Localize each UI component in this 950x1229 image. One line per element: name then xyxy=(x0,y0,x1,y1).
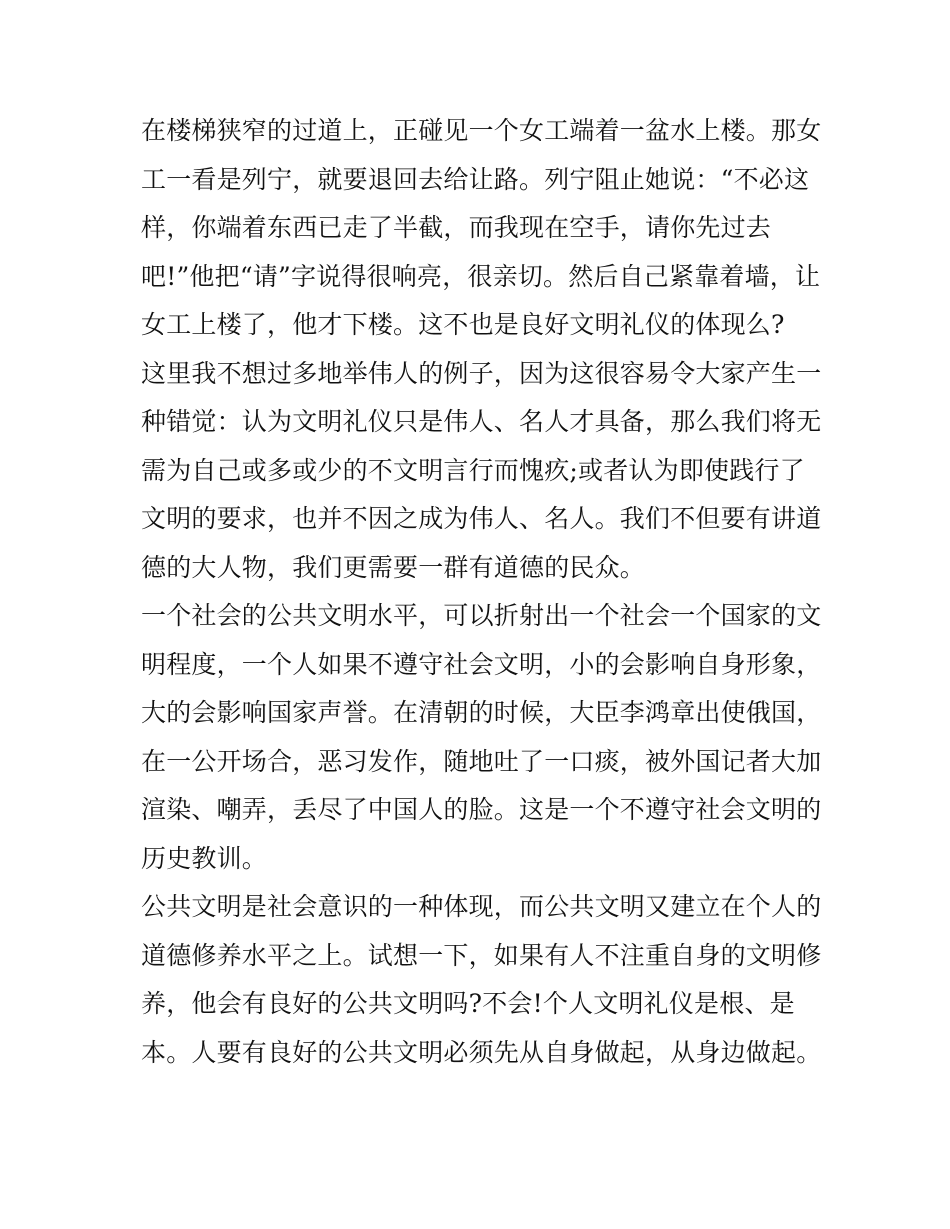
text-line: 文明的要求，也并不因之成为伟人、名人。我们不但要有讲道 xyxy=(141,504,822,533)
text-line: 女工上楼了，他才下楼。这不也是良好文明礼仪的体现么? xyxy=(141,310,785,339)
text-line: 在楼梯狭窄的过道上，正碰见一个女工端着一盆水上楼。那女 xyxy=(141,116,822,145)
text-line: 需为自己或多或少的不文明言行而愧疚;或者认为即使践行了 xyxy=(141,455,805,485)
text-line: 大的会影响国家声誉。在清朝的时候，大臣李鸿章出使俄国， xyxy=(141,698,822,727)
document-body xyxy=(141,107,821,1077)
text-line: 这里我不想过多地举伟人的例子，因为这很容易令大家产生一 xyxy=(141,358,822,388)
text-line: 在一公开场合，恶习发作，随地吐了一口痰，被外国记者大加 xyxy=(141,746,822,776)
text-line: 一个社会的公共文明水平，可以折射出一个社会一个国家的文 xyxy=(141,601,822,630)
text-line: 渲染、嘲弄，丢尽了中国人的脸。这是一个不遵守社会文明的 xyxy=(141,795,822,824)
text-line: 种错觉：认为文明礼仪只是伟人、名人才具备，那么我们将无 xyxy=(141,407,822,436)
text-line: 吧!”他把“请”字说得很响亮，很亲切。然后自己紧靠着墙，让 xyxy=(141,261,821,291)
text-line: 本。人要有良好的公共文明必须先从自身做起，从身边做起。 xyxy=(141,1037,822,1067)
text-line: 样，你端着东西已走了半截，而我现在空手，请你先过去 xyxy=(141,213,772,242)
text-line: 养，他会有良好的公共文明吗?不会!个人文明礼仪是根、是 xyxy=(141,989,795,1018)
text-line: 明程度，一个人如果不遵守社会文明，小的会影响自身形象， xyxy=(141,649,822,679)
text-line: 道德修养水平之上。试想一下，如果有人不注重自身的文明修 xyxy=(141,940,822,970)
text-line: 德的大人物，我们更需要一群有道德的民众。 xyxy=(141,552,646,582)
text-line: 历史教训。 xyxy=(141,843,268,873)
text-line: 公共文明是社会意识的一种体现，而公共文明又建立在个人的 xyxy=(141,892,822,921)
text-line: 工一看是列宁，就要退回去给让路。列宁阻止她说：“不必这 xyxy=(141,164,810,194)
